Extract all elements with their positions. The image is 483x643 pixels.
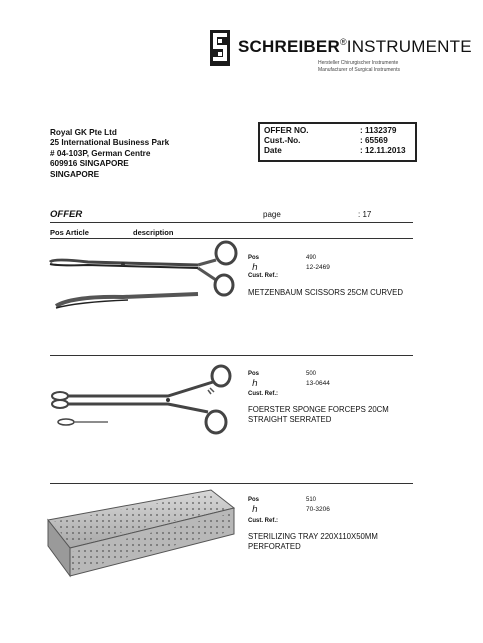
page-label: page xyxy=(263,210,281,219)
customer-address xyxy=(50,128,169,180)
metzenbaum-scissors-image xyxy=(48,240,238,312)
brand-bold: SCHREIBER xyxy=(238,37,340,56)
tagline-en: Manufacturer of Surgical Instruments xyxy=(318,67,400,73)
address-line: # 04-103P, German Centre xyxy=(50,148,151,158)
pos-number: 500 xyxy=(306,371,317,377)
address-line: 25 International Business Park xyxy=(50,138,170,148)
cust-ref-label: Cust. Ref.: xyxy=(248,518,278,524)
h-article-icon: ℎ xyxy=(252,262,258,272)
pos-label: Pos xyxy=(248,255,260,261)
item-description: FOERSTER SPONGE FORCEPS 20CM STRAIGHT SERRATED xyxy=(248,405,389,424)
divider xyxy=(50,238,413,239)
address-line: Royal GK Pte Ltd xyxy=(50,128,117,137)
date-value: : 12.11.2013 xyxy=(360,146,406,155)
cust-ref-label: Cust. Ref.: xyxy=(248,273,278,279)
schreiber-logo-icon xyxy=(208,30,236,66)
cust-ref-label: Cust. Ref.: xyxy=(248,391,278,397)
column-description: description xyxy=(133,228,174,237)
item-description: STERILIZING TRAY 220X110X50MM PERFORATED xyxy=(248,532,378,551)
brand-light: INSTRUMENTE xyxy=(346,37,472,56)
cust-no-value: : 65569 xyxy=(360,136,388,145)
page-number: : 17 xyxy=(358,210,372,219)
column-pos-article: Pos Article xyxy=(50,228,89,237)
offer-info-box xyxy=(258,122,417,162)
date-label: Date xyxy=(264,146,282,155)
address-line: 609916 SINGAPORE xyxy=(50,159,129,169)
perforated-tray-image xyxy=(46,488,236,583)
offer-no-label: OFFER NO. xyxy=(264,126,309,135)
offer-title: OFFER xyxy=(50,209,83,220)
address-line: SINGAPORE xyxy=(50,169,100,179)
item-description: METZENBAUM SCISSORS 25CM CURVED xyxy=(248,288,403,297)
tagline-de: Hersteller Chirurgischer Instrumente xyxy=(318,60,399,66)
h-article-icon: ℎ xyxy=(252,378,258,388)
article-number: 13-0644 xyxy=(306,380,330,387)
item-divider xyxy=(50,483,413,484)
pos-number: 510 xyxy=(306,497,317,503)
pos-label: Pos xyxy=(248,497,260,503)
item-divider xyxy=(50,355,413,356)
divider xyxy=(50,222,413,223)
brand-name: SCHREIBER®INSTRUMENTE xyxy=(238,37,472,56)
article-number: 70-3206 xyxy=(306,506,330,513)
offer-no-value: : 1132379 xyxy=(360,126,397,135)
sponge-forceps-image xyxy=(48,360,238,440)
article-number: 12-2469 xyxy=(306,264,330,271)
h-article-icon: ℎ xyxy=(252,504,258,514)
pos-number: 490 xyxy=(306,255,317,261)
pos-label: Pos xyxy=(248,371,260,377)
cust-no-label: Cust.-No. xyxy=(264,136,301,145)
